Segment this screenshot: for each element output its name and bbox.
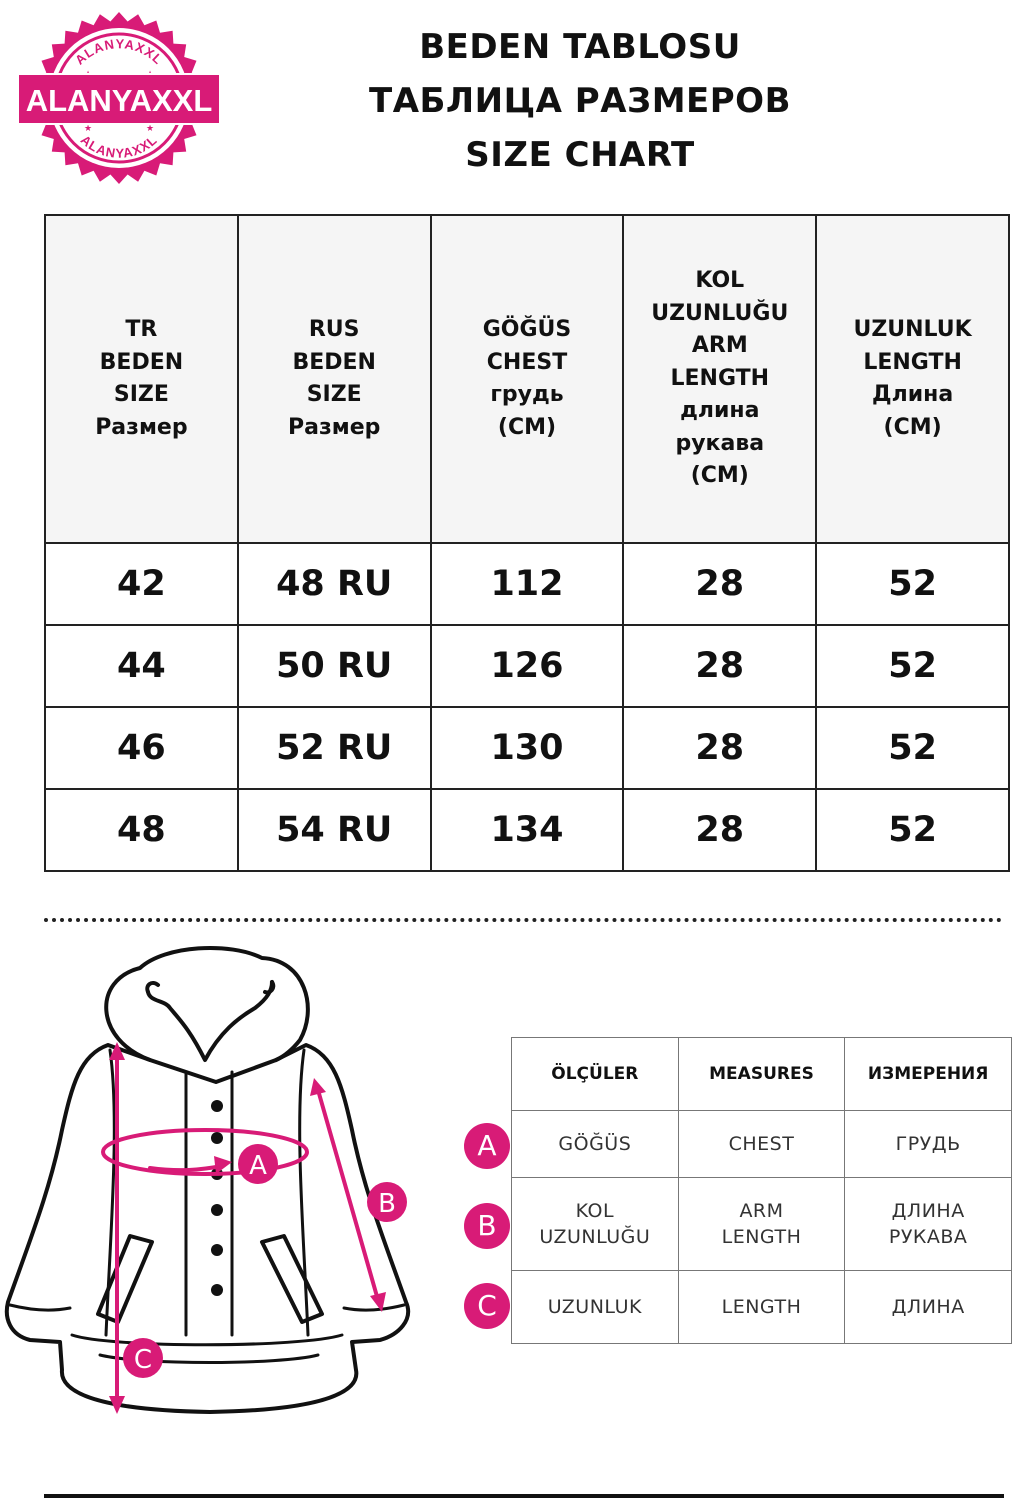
measure-tr: UZUNLUK (512, 1271, 679, 1344)
cell-rus-size: 54 RU (238, 789, 431, 871)
title-en: SIZE CHART (465, 135, 695, 175)
measures-header-row (512, 1038, 1012, 1111)
cell-tr-size: 44 (45, 625, 238, 707)
cell-chest: 112 (431, 543, 624, 625)
jacket-marker-a: A (249, 1151, 267, 1181)
brand-logo (14, 8, 224, 188)
size-table (44, 214, 1010, 872)
jacket-marker-b: B (378, 1189, 396, 1219)
measure-tr: KOL UZUNLUĞU (512, 1178, 679, 1271)
header-izmereniya: ИЗМЕРЕНИЯ (845, 1038, 1012, 1111)
hood-inner (148, 982, 272, 1060)
header-rus-size: RUS BEDEN SIZE Размер (238, 215, 431, 543)
svg-text:★: ★ (84, 124, 93, 134)
cell-arm-length: 28 (623, 625, 816, 707)
jacket-hood (106, 948, 308, 1060)
jacket-illustration (0, 940, 425, 1430)
cell-tr-size: 42 (45, 543, 238, 625)
logo-banner-text: ALANYAXXL (25, 83, 213, 118)
svg-text:ALANYAXXL: ALANYAXXL (77, 132, 161, 161)
cell-arm-length: 28 (623, 789, 816, 871)
cell-arm-length: 28 (623, 707, 816, 789)
title-ru: ТАБЛИЦА РАЗМЕРОВ (369, 81, 791, 121)
measure-en: ARM LENGTH (678, 1178, 845, 1271)
title-tr: BEDEN TABLOSU (419, 27, 741, 67)
header-chest: GÖĞÜS CHEST грудь (CM) (431, 215, 624, 543)
svg-text:ALANYAXXL: ALANYAXXL (71, 36, 167, 68)
cell-rus-size: 50 RU (238, 625, 431, 707)
cell-length: 52 (816, 707, 1009, 789)
measure-row-c (512, 1271, 1012, 1344)
header-measures: MEASURES (678, 1038, 845, 1111)
bottom-rule (44, 1494, 1004, 1498)
table-row (45, 789, 1009, 871)
marker-b: B (464, 1203, 510, 1249)
header-arm-length: KOL UZUNLUĞU ARM LENGTH длина рукава (CM) (623, 215, 816, 543)
cell-tr-size: 48 (45, 789, 238, 871)
measure-ru: ДЛИНА (845, 1271, 1012, 1344)
right-pocket (262, 1236, 322, 1322)
cell-chest: 130 (431, 707, 624, 789)
measure-en: CHEST (678, 1111, 845, 1178)
header-tr-size: TR BEDEN SIZE Размер (45, 215, 238, 543)
header-length: UZUNLUK LENGTH Длина (CM) (816, 215, 1009, 543)
cell-length: 52 (816, 543, 1009, 625)
measure-tr: GÖĞÜS (512, 1111, 679, 1178)
measure-ru: ДЛИНА РУКАВА (845, 1178, 1012, 1271)
measure-ru: ГРУДЬ (845, 1111, 1012, 1178)
cell-arm-length: 28 (623, 543, 816, 625)
svg-text:★: ★ (146, 124, 155, 134)
marker-a: A (464, 1123, 510, 1169)
cell-rus-size: 48 RU (238, 543, 431, 625)
marker-c: C (464, 1283, 510, 1329)
cell-chest: 134 (431, 789, 624, 871)
table-row (45, 543, 1009, 625)
chart-titles (330, 20, 830, 182)
jacket-marker-c: C (133, 1345, 153, 1375)
measure-row-a (512, 1111, 1012, 1178)
cell-tr-size: 46 (45, 707, 238, 789)
measures-table (511, 1037, 1012, 1344)
cell-length: 52 (816, 625, 1009, 707)
cell-length: 52 (816, 789, 1009, 871)
size-table-header-row (45, 215, 1009, 543)
table-row (45, 707, 1009, 789)
measure-en: LENGTH (678, 1271, 845, 1344)
header-olculer: ÖLÇÜLER (512, 1038, 679, 1111)
dotted-divider (44, 918, 1002, 922)
measure-row-b (512, 1178, 1012, 1271)
jacket-body (7, 1045, 408, 1412)
table-row (45, 625, 1009, 707)
cell-chest: 126 (431, 625, 624, 707)
cell-rus-size: 52 RU (238, 707, 431, 789)
